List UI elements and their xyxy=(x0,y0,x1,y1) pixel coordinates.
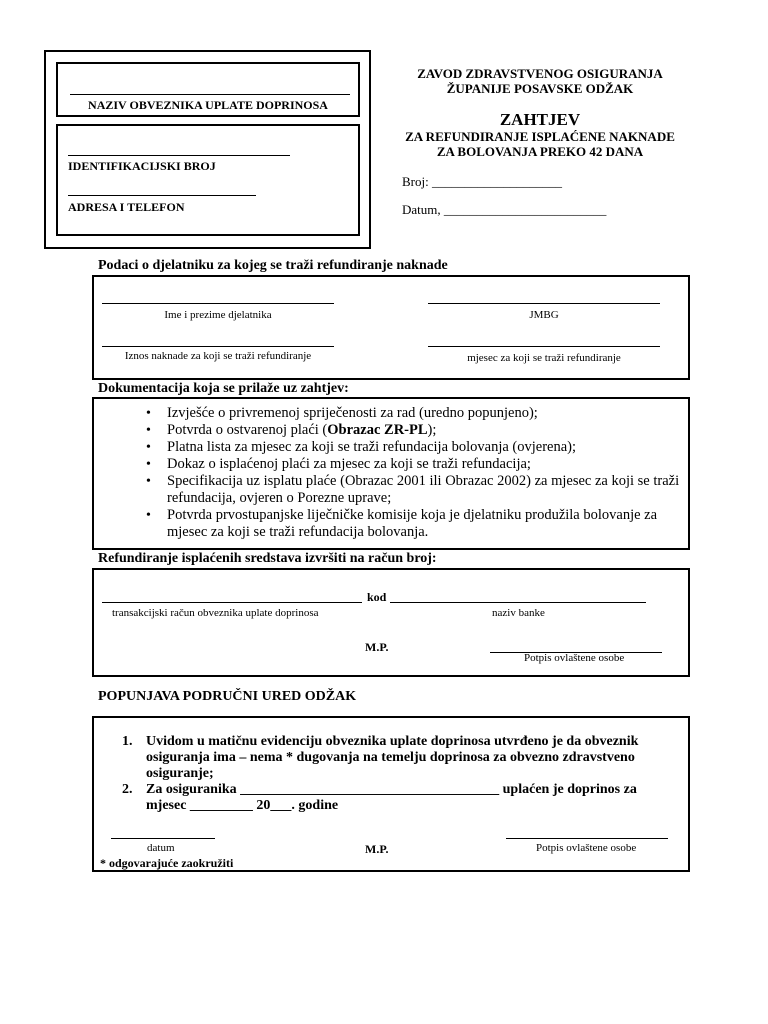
office-stamp-label: M.P. xyxy=(365,842,389,856)
office-date-line[interactable] xyxy=(111,838,215,839)
office-section-box xyxy=(92,716,690,872)
office-check-item-1: 1. Uvidom u matičnu evidenciju obveznika uplate doprinosa utvrđeno je da obveznik osiguranja ima – nema * dugovanja na temelju doprinosa za obvezno zdravstveno osiguranje; xyxy=(122,734,639,781)
worker-section-heading: Podaci o djelatniku za kojeg se traži refundiranje naknade xyxy=(98,258,448,273)
payer-details-box xyxy=(56,124,360,236)
refund-month-label: mjesec za koji se traži refundiranje xyxy=(467,352,621,364)
request-title: ZAHTJEV xyxy=(499,110,581,129)
address-line[interactable] xyxy=(68,195,256,196)
footnote: * odgovarajuće zaokružiti xyxy=(100,856,234,870)
office-checks-list xyxy=(122,734,652,814)
documents-list-item: • Dokaz o isplaćenoj plaći za mjesec za koji se traži refundacija; xyxy=(140,456,685,473)
documents-section-box xyxy=(92,397,690,550)
documents-list xyxy=(140,405,685,541)
refund-section-box xyxy=(92,568,690,677)
request-date-row xyxy=(402,202,606,218)
account-number-label: transakcijski račun obveznika uplate doprinosa xyxy=(112,607,319,619)
payer-name-line[interactable] xyxy=(70,94,350,95)
bank-name-label: naziv banke xyxy=(492,607,545,619)
documents-list-item: • Izvješće o privremenoj spriječenosti za rad (uredno popunjeno); xyxy=(140,405,685,422)
request-number-label: Broj: xyxy=(402,174,429,189)
office-check-item-2: 2. Za osiguranika _____________________________________ uplaćen je doprinos za mjesec _________ 20___. godine xyxy=(122,782,637,813)
request-number-field[interactable]: ____________________ xyxy=(431,174,562,189)
refund-section-heading: Refundiranje isplaćenih sredstava izvršiti na račun broj: xyxy=(98,551,437,566)
id-number-label: IDENTIFIKACIJSKI BROJ xyxy=(68,159,216,173)
kod-label: kod xyxy=(367,590,387,604)
documents-list-item: • Potvrda prvostupanjske liječničke komisije koja je djelatniku produžila bolovanje za mjesec za koji se traži refundacija bolovanja. xyxy=(140,507,685,541)
jmbg-label: JMBG xyxy=(529,309,559,321)
documents-list-item: • Potvrda o ostvarenoj plaći (Obrazac ZR-PL); xyxy=(140,422,685,439)
id-number-line[interactable] xyxy=(68,155,290,156)
signature-label: Potpis ovlaštene osobe xyxy=(524,652,625,664)
request-subtitle-line-1: ZA REFUNDIRANJE ISPLAĆENE NAKNADE xyxy=(405,129,675,144)
request-date-label: Datum, xyxy=(402,202,441,217)
documents-list-item: • Specifikacija uz isplatu plaće (Obrazac 2001 ili Obrazac 2002) za mjesec za koji se traži refundacija, ovjeren o Porezne uprave; xyxy=(140,473,685,507)
office-signature-line[interactable] xyxy=(506,838,668,839)
address-phone-label: ADRESA I TELEFON xyxy=(68,200,185,214)
bank-name-line[interactable] xyxy=(390,602,646,603)
office-date-label: datum xyxy=(147,842,175,854)
payer-name-label: NAZIV OBVEZNIKA UPLATE DOPRINOSA xyxy=(88,98,328,112)
institution-name xyxy=(390,66,690,96)
documents-list-item: • Platna lista za mjesec za koji se traži refundacija bolovanja (ovjerena); xyxy=(140,439,685,456)
documents-section-heading: Dokumentacija koja se prilaže uz zahtjev: xyxy=(98,381,349,396)
office-signature-label: Potpis ovlaštene osobe xyxy=(536,842,637,854)
worker-name-label: Ime i prezime djelatnika xyxy=(164,309,272,321)
refund-amount-line[interactable] xyxy=(102,346,334,347)
account-number-line[interactable] xyxy=(102,602,362,603)
request-subtitle xyxy=(385,129,695,159)
office-section-heading: POPUNJAVA PODRUČNI URED ODŽAK xyxy=(98,689,357,704)
institution-line-1: ZAVOD ZDRAVSTVENOG OSIGURANJA xyxy=(417,66,663,81)
request-date-field[interactable]: _________________________ xyxy=(443,202,607,217)
worker-name-line[interactable] xyxy=(102,303,334,304)
payer-name-box xyxy=(56,62,360,117)
request-subtitle-line-2: ZA BOLOVANJA PREKO 42 DANA xyxy=(436,144,644,159)
jmbg-line[interactable] xyxy=(428,303,660,304)
institution-line-2: ŽUPANIJE POSAVSKE ODŽAK xyxy=(446,81,634,96)
refund-amount-label: Iznos naknade za koji se traži refundiranje xyxy=(124,350,312,362)
refund-month-line[interactable] xyxy=(428,346,660,347)
request-number-row xyxy=(402,174,562,190)
stamp-label: M.P. xyxy=(365,640,389,654)
worker-section-box xyxy=(92,275,690,380)
